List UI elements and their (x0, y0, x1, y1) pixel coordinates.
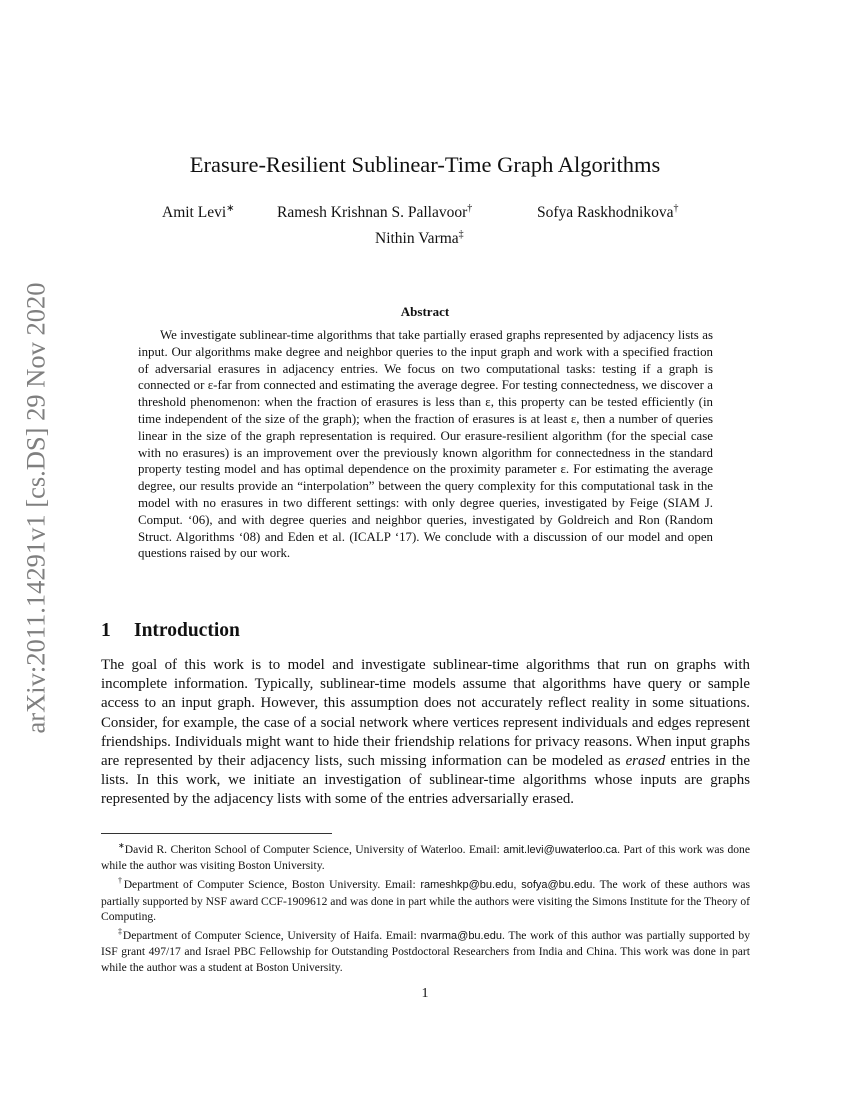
email-link[interactable]: rameshkp@bu.edu, sofya@bu.edu (420, 879, 593, 892)
footnote-text: Department of Computer Science, University of Haifa. Email: (122, 929, 421, 943)
introduction-paragraph (101, 656, 750, 810)
footnote-1 (101, 838, 750, 873)
author-list-line-2 (0, 229, 850, 251)
author-4 (375, 229, 464, 248)
footnote-mark: † (118, 876, 124, 886)
footnote-3 (101, 924, 750, 975)
author-name: Amit Levi (162, 204, 227, 222)
author-name: Ramesh Krishnan S. Pallavoor (277, 204, 468, 222)
paper-title: Erasure-Resilient Sublinear-Time Graph Algorithms (189, 152, 661, 177)
section-number: 1 (101, 620, 111, 641)
email-link[interactable]: amit.levi@uwaterloo.ca (503, 843, 618, 856)
section-heading (101, 620, 240, 642)
footnote-text: . The work of these authors was partially supported by NSF award CCF-1909612 and was done in part while the authors were visiting the Simons Institute for the Theory of Computing. (101, 878, 750, 923)
abstract-text: We investigate sublinear-time algorithms that take partially erased graphs represented by adjacency lists as input. Our algorithms make degree and neighbor queries to the input graph and work with a specified fraction of adversarial erasures in adjacency entries. We focus on two computational tasks: testing if a graph is connected or ε-far from connected and estimating the average degree. For testing connectedness, we discover a threshold phenomenon: when the fraction of erasures is less than ε, this property can be tested efficiently (in time independent of the size of the graph); when the fraction of erasures is at least ε, then a number of queries linear in the size of the graph representation is required. Our erasure-resilient algorithm (for the special case with no erasures) is an improvement over the previously known algorithm for connectedness in the standard property testing model and has optimal dependence on the proximity parameter ε. For estimating the average degree, our results provide an “interpolation” between the query complexity for this computational task in the model with no erasures in two different settings: with only degree queries, investigated by Feige (SIAM J. Comput. ‘06), and with degree queries and neighbor queries, investigated by Goldreich and Ron (Random Struct. Algorithms ‘08) and Eden et al. (ICALP ‘17). We conclude with a discussion of our model and open questions raised by our work. (138, 328, 713, 561)
author-2 (277, 203, 472, 222)
author-name: Sofya Raskhodnikova (537, 204, 674, 222)
author-affiliation-mark: ‡ (458, 229, 464, 240)
intro-text-part-1: The goal of this work is to model and investigate sublinear-time algorithms that run on graphs with incomplete information. Typically, sublinear-time models assume that algorithms have query or sample access to an input graph. However, this assumption does not accurately reflect reality in some situations. Consider, for example, the case of a social network where vertices represent individuals and edges represent friendships. Individuals might want to hide their friendship relations for privacy reasons. When input graphs are represented by their adjacency lists, such missing information can be modeled as (101, 657, 750, 770)
author-affiliation-mark: † (467, 203, 473, 214)
footnote-text: . Part of this work was done while the author was visiting Boston University. (101, 842, 750, 873)
footnotes (101, 838, 750, 975)
author-3 (537, 203, 678, 222)
footnote-text: . The work of this author was partially supported by ISF grant 497/17 and Israel PBC Fellowship for Outstanding Postdoctoral Researchers from India and China. This work was done in part while the author was a student at Boston University. (101, 929, 751, 974)
author-1 (162, 203, 235, 222)
author-name: Nithin Varma (375, 230, 459, 248)
abstract-heading: Abstract (400, 304, 450, 319)
footnote-2 (101, 873, 750, 924)
email-link[interactable]: nvarma@bu.edu (420, 930, 502, 943)
footnote-text: Department of Computer Science, Boston University. Email: (123, 878, 421, 892)
arxiv-identifier-stamp: arXiv:2011.14291v1 [cs.DS] 29 Nov 2020 (20, 282, 51, 734)
author-list (0, 203, 850, 225)
author-affiliation-mark: † (673, 203, 679, 214)
section-title: Introduction (134, 620, 240, 641)
footnote-mark: ‡ (118, 927, 123, 937)
author-affiliation-mark: ∗ (226, 203, 235, 214)
intro-text-part-2: entries in the lists. In this work, we initiate an investigation of sublinear-time algorithms whose inputs are graphs represented by the adjacency lists with some of the entries adversarially erased. (101, 753, 750, 808)
footnote-text: David R. Cheriton School of Computer Science, University of Waterloo. Email: (124, 842, 504, 856)
page-number: 1 (421, 986, 429, 1001)
footnote-mark: ∗ (118, 841, 125, 850)
intro-emphasis: erased (625, 753, 666, 770)
footnote-divider (101, 833, 332, 834)
